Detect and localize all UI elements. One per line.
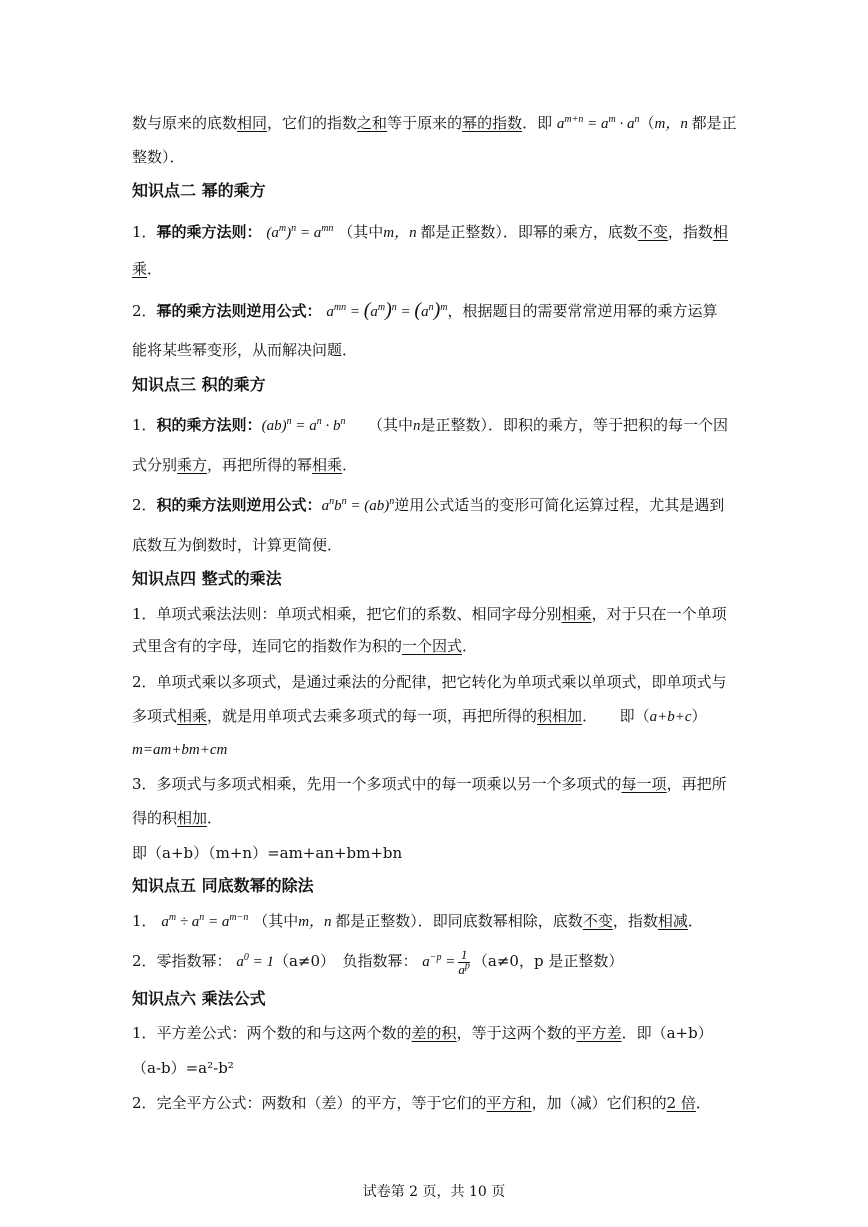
formula: $a^{-p}$ = $\frac{1}{a^p}$ <box>422 947 470 977</box>
text: ，它们的指数 <box>267 114 358 132</box>
underlined-term: 相 <box>712 223 728 241</box>
text: ． <box>342 456 358 474</box>
text: ，根据题目的需要常常逆用幂的乘方运算 <box>447 302 718 320</box>
text: （a≠0） 负指数幂： <box>273 951 418 970</box>
text-line: m=am+bm+cm <box>132 742 228 758</box>
text-line <box>132 911 703 932</box>
text-line <box>132 1023 713 1043</box>
underlined-term: 一个因式 <box>402 637 463 655</box>
text-line <box>132 672 727 692</box>
underlined-term: 每一项 <box>621 775 667 793</box>
text: ） <box>691 707 707 725</box>
text: ，对于只在一个单项 <box>591 605 727 623</box>
text: 1．平方差公式：两个数的和与这两个数的 <box>132 1024 412 1042</box>
formula: $a^m \div a^n = a^{m-n}$ <box>161 912 249 930</box>
text: ，等于这两个数的 <box>456 1024 577 1042</box>
section-heading: 知识点六 乘法公式 <box>132 989 266 1008</box>
text-line <box>132 636 477 656</box>
section-heading: 知识点五 同底数幂的除法 <box>132 876 314 895</box>
underlined-term: 相乘 <box>312 456 343 474</box>
text-line <box>132 1093 711 1113</box>
text: 都是正整数）．即幂的乘方，底数 <box>420 223 638 241</box>
underlined-term: 2 倍 <box>666 1094 696 1112</box>
formula: a+b+c <box>649 709 692 725</box>
formula: n <box>412 418 421 434</box>
text: ，再把所得的幂 <box>207 456 313 474</box>
text: 逆用公式适当的变形可简化运算过程，尤其是遇到 <box>394 496 725 514</box>
text: ． <box>207 809 223 827</box>
text: 1．单项式乘法法则：单项式相乘，把它们的系数、相同字母分别 <box>132 605 562 623</box>
text: 是正整数）．即积的乘方，等于把积的每一个因 <box>420 416 728 434</box>
text: ，加（减）它们积的 <box>531 1094 667 1112</box>
text-line <box>132 340 357 360</box>
text: ． <box>687 912 703 930</box>
page-footer: 试卷第 2 页，共 10 页 <box>362 1184 506 1200</box>
rule-label: 幂的乘方法则： <box>156 223 262 241</box>
underlined-term: 平方和 <box>486 1094 532 1112</box>
text-line: 即（a+b）（m+n）=am+an+bm+bn <box>132 844 403 862</box>
text: 2． <box>132 302 157 320</box>
rule-label: 幂的乘方法则逆用公式： <box>156 302 322 320</box>
text: ． <box>147 260 163 278</box>
text: ，再把所 <box>666 775 727 793</box>
underlined-term: 相乘 <box>177 707 208 725</box>
text: 多项式 <box>132 707 178 725</box>
formula: m，n <box>298 914 336 930</box>
text: ． <box>462 637 478 655</box>
underlined-term: 乘方 <box>177 456 208 474</box>
formula: $a^{mn} = (a^m)^n = (a^n)^m$ <box>326 299 448 321</box>
text-line <box>132 535 342 555</box>
text: 底数互为倒数时，计算更简便． <box>132 536 343 554</box>
text: 1． <box>132 223 157 241</box>
formula: $a^0 = 1$ <box>236 951 274 970</box>
text: 整数）． <box>132 148 185 166</box>
text: 式里含有的字母，连同它的指数作为积的 <box>132 637 403 655</box>
underlined-term: 差的积 <box>411 1024 457 1042</box>
text-line <box>132 415 728 436</box>
text-line <box>132 455 357 475</box>
text-line <box>132 495 724 516</box>
section-heading: 知识点四 整式的乘法 <box>132 569 282 588</box>
formula: m，n <box>383 225 421 241</box>
formula: $(ab)^n = a^n \cdot b^n$ <box>261 416 346 434</box>
text: 2．单项式乘以多项式，是通过乘法的分配律，把它转化为单项式乘以单项式，即单项式与 <box>132 673 727 691</box>
text: （其中 <box>253 912 299 930</box>
text-line <box>132 948 623 977</box>
rule-label: 积的乘方法则逆用公式： <box>156 496 322 514</box>
underlined-term: 不变 <box>637 223 668 241</box>
text: ，就是用单项式去乘多项式的每一项，再把所得的 <box>207 707 538 725</box>
text-line <box>132 222 728 243</box>
text-line <box>132 147 185 167</box>
underlined-term: 不变 <box>582 912 613 930</box>
text: 都是正整数）．即同底数幂相除，底数 <box>335 912 583 930</box>
text: 2．零指数幂： <box>132 951 232 970</box>
formula: m，n <box>654 116 692 132</box>
formula: $a^{m+n} = a^m \cdot a^n$ <box>556 114 640 132</box>
text: ． 即（ <box>582 707 650 725</box>
text-line <box>132 259 162 279</box>
text: ．即（a+b） <box>621 1024 713 1042</box>
text: 3．多项式与多项式相乘，先用一个多项式中的每一项乘以另一个多项式的 <box>132 775 622 793</box>
underlined-term: 相同 <box>237 114 268 132</box>
text-line: （a-b）=a²-b² <box>132 1059 234 1077</box>
text: 都是正 <box>691 114 737 132</box>
rule-label: 积的乘方法则： <box>156 416 262 434</box>
text: （ <box>639 114 655 132</box>
underlined-term: 积相加 <box>537 707 583 725</box>
underlined-term: 幂的指数 <box>462 114 523 132</box>
text-line <box>132 808 222 828</box>
formula: $a^nb^n = (ab)^n$ <box>321 496 395 514</box>
text: ． <box>695 1094 711 1112</box>
text: ，指数 <box>667 223 713 241</box>
underlined-term: 平方差 <box>576 1024 622 1042</box>
text: 2．完全平方公式：两数和（差）的平方，等于它们的 <box>132 1094 487 1112</box>
text-line <box>132 706 707 727</box>
underlined-term: 乘 <box>132 260 148 278</box>
text: ，指数 <box>612 912 658 930</box>
text: 数与原来的底数 <box>132 114 238 132</box>
text: 式分别 <box>132 456 178 474</box>
text-line <box>132 604 727 624</box>
underlined-term: 之和 <box>357 114 388 132</box>
section-heading: 知识点三 积的乘方 <box>132 375 266 394</box>
text: （a≠0，p 是正整数） <box>472 951 624 970</box>
text: 2． <box>132 496 157 514</box>
text: ．即 <box>522 114 557 132</box>
text: 得的积 <box>132 809 178 827</box>
text-line <box>132 774 727 794</box>
underlined-term: 相乘 <box>561 605 592 623</box>
text-line <box>132 301 718 322</box>
section-heading: 知识点二 幂的乘方 <box>132 181 266 200</box>
text: （其中 <box>338 223 384 241</box>
text: 1． <box>132 416 157 434</box>
underlined-term: 相加 <box>177 809 208 827</box>
text: 等于原来的 <box>387 114 463 132</box>
text: 能将某些幂变形，从而解决问题． <box>132 341 358 359</box>
underlined-term: 相减 <box>657 912 688 930</box>
text: （其中 <box>375 416 413 434</box>
formula: $(a^m)^n = a^{mn}$ <box>266 223 334 241</box>
text-line <box>132 113 737 134</box>
text: 1． <box>132 912 157 930</box>
